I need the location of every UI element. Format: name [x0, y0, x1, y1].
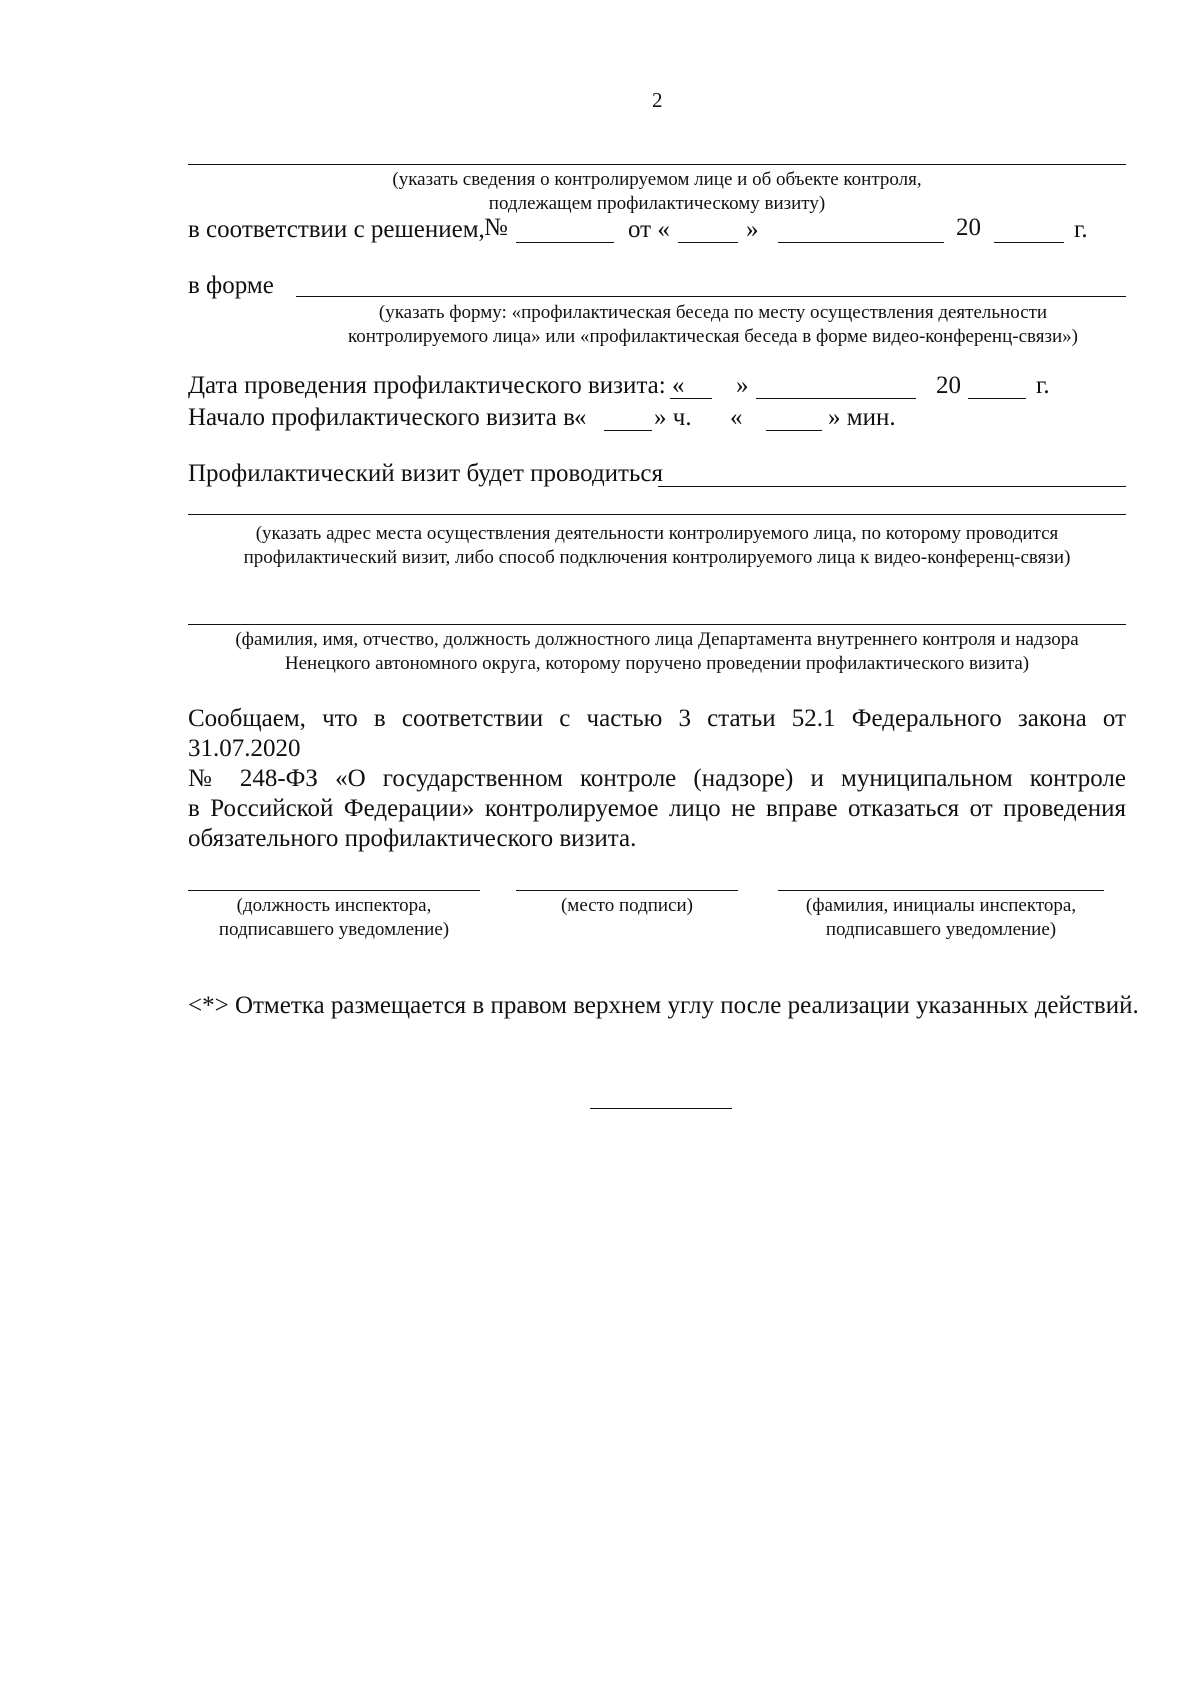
- inspector-name-caption: (фамилия, инициалы инспектора, подписавшего уведомление): [805, 895, 1077, 940]
- visit-start-minutes-label: » мин.: [828, 404, 896, 431]
- visit-date-month-field[interactable]: [756, 398, 916, 399]
- number-sign: №: [484, 214, 508, 241]
- decision-label: в соответствии с решением,: [188, 216, 485, 243]
- notice-line: в Российской Федерации» контролируемое лицо не вправе отказаться от проведения: [188, 795, 1126, 822]
- visit-start-hours-label: » ч.: [654, 404, 692, 431]
- visit-start-label: Начало профилактического визита в: [188, 404, 575, 431]
- form-caption: (указать форму: «профилактическая беседа по месту осуществления деятельности контролируемого лица» или «профилактическая беседа в форме видео-конференц-связи»): [348, 302, 1078, 347]
- footnote: <*> Отметка размещается в правом верхнем углу после реализации указанных действий.: [188, 992, 1139, 1019]
- decision-day-field[interactable]: [678, 242, 738, 243]
- notice-line: Сообщаем, что в соответствии с частью 3 статьи 52.1 Федерального закона от 31.07.2020: [188, 705, 1126, 762]
- inspector-name-field[interactable]: [778, 890, 1104, 891]
- visit-date-close-quote: »: [736, 372, 749, 399]
- visit-place-caption: (указать адрес места осуществления деятельности контролируемого лица, по которому проводится профилактический визит, либо способ подключения контролируемого лица к видео-конференц-связи): [243, 523, 1071, 568]
- visit-start-minutes-field[interactable]: [766, 430, 822, 431]
- notice-line: обязательного профилактического визита.: [188, 825, 637, 852]
- inspector-position-caption: (должность инспектора, подписавшего уведомление): [218, 895, 450, 940]
- visit-start-hours-field[interactable]: [604, 430, 652, 431]
- visit-date-year-field[interactable]: [968, 398, 1026, 399]
- controlled-person-line[interactable]: [188, 164, 1126, 165]
- decision-year-field[interactable]: [994, 242, 1064, 243]
- visit-start-open-quote-hours: «: [574, 404, 587, 431]
- signature-field[interactable]: [516, 890, 738, 891]
- visit-date-label: Дата проведения профилактического визита: «: [188, 372, 685, 399]
- visit-place-field[interactable]: [658, 486, 1126, 487]
- controlled-person-caption: (указать сведения о контролируемом лице и об объекте контроля, подлежащем профилактическому визиту): [392, 169, 922, 214]
- visit-place-field-continued[interactable]: [188, 514, 1126, 515]
- page-number: 2: [652, 88, 663, 112]
- decision-number-field[interactable]: [516, 242, 614, 243]
- official-caption: (фамилия, имя, отчество, должность должностного лица Департамента внутреннего контроля и надзора Ненецкого автономного округа, которому поручено проведении профилактического визита): [235, 629, 1079, 674]
- visit-place-label: Профилактический визит будет проводиться: [188, 460, 663, 487]
- visit-date-year-prefix: 20: [936, 372, 961, 399]
- visit-date-year-suffix: г.: [1036, 372, 1050, 399]
- signature-caption: (место подписи): [560, 895, 694, 916]
- notice-line: № 248-ФЗ «О государственном контроле (надзоре) и муниципальном контроле: [188, 765, 1126, 792]
- decision-year-suffix: г.: [1074, 216, 1088, 243]
- notice-paragraph: [188, 704, 1126, 854]
- decision-close-quote: »: [746, 216, 759, 243]
- visit-start-open-quote-minutes: «: [730, 404, 743, 431]
- end-separator: [590, 1108, 732, 1109]
- decision-year-prefix: 20: [956, 214, 981, 241]
- form-field[interactable]: [296, 296, 1126, 297]
- form-label: в форме: [188, 272, 274, 299]
- visit-date-day-field[interactable]: [670, 398, 712, 399]
- official-field[interactable]: [188, 624, 1126, 625]
- decision-from-label: от «: [628, 216, 670, 243]
- decision-month-field[interactable]: [778, 242, 944, 243]
- inspector-position-field[interactable]: [188, 890, 480, 891]
